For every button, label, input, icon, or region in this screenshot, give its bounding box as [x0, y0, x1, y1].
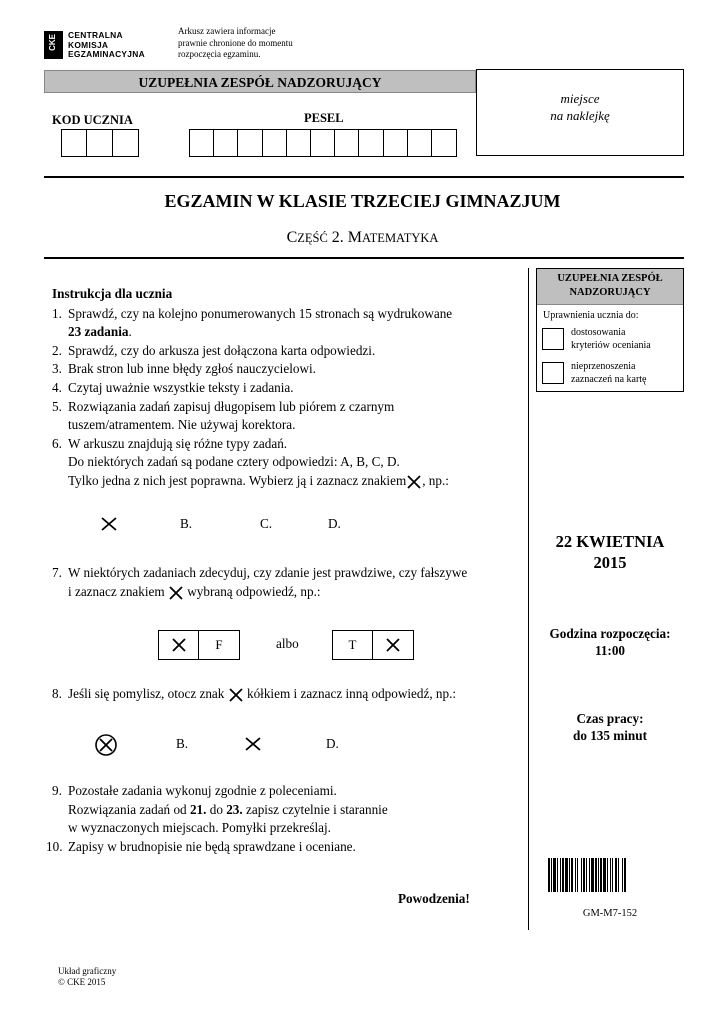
barcode-bar — [548, 858, 550, 892]
pesel-cell[interactable] — [359, 130, 383, 156]
barcode-bar — [577, 858, 578, 892]
false-cell-marked — [373, 631, 413, 659]
instructions-heading: Instrukcja dla ucznia — [52, 286, 173, 301]
pesel-cell[interactable] — [238, 130, 262, 156]
date-line-2: 2015 — [593, 553, 627, 572]
barcode-bar — [607, 858, 608, 892]
pesel-cell[interactable] — [335, 130, 359, 156]
list-item — [46, 838, 522, 857]
item-text-bold: 23. — [226, 801, 243, 817]
footer-line-2: © CKE 2015 — [58, 977, 106, 987]
barcode-bar — [598, 858, 599, 892]
item-text: w wyznaczonych miejscach. Pomyłki przekreślaj. — [68, 820, 331, 836]
item-text: Rozwiązania zadań od — [68, 801, 190, 817]
barcode-bar — [610, 858, 611, 892]
item-text: Rozwiązania zadań zapisuj długopisem lub piórem z czarnym — [68, 398, 395, 414]
barcode-bar — [581, 858, 582, 892]
list-item — [52, 360, 522, 379]
footer-line-1: Układ graficzny — [58, 966, 117, 976]
item-text: zapisz czytelnie i starannie — [242, 801, 388, 817]
true-false-example-1 — [158, 630, 240, 660]
exam-title: EGZAMIN W KLASIE TRZECIEJ GIMNAZJUM — [164, 191, 561, 211]
pesel-label: PESEL — [304, 111, 344, 125]
item-text: Tylko jedna z nich jest poprawna. Wybierz ją i zaznacz znakiem — [68, 472, 407, 488]
list-item — [52, 379, 522, 398]
item-text: tuszem/atramentem. Nie używaj korektora. — [68, 417, 296, 433]
option-d: D. — [326, 736, 339, 751]
barcode-bar — [612, 858, 613, 892]
option-c: C. — [260, 516, 273, 531]
item-text-bold: 23 zadania — [68, 324, 129, 340]
supervisor-side-box — [536, 268, 684, 392]
item-text: W arkuszu znajdują się różne typy zadań. — [68, 435, 288, 451]
pesel-cell[interactable] — [311, 130, 335, 156]
kod-ucznia-label: KOD UCZNIA — [52, 113, 133, 127]
logo-cke-text: CKE — [48, 34, 57, 51]
barcode-bar — [586, 858, 587, 892]
item-text: kółkiem i zaznacz inną odpowiedź, np.: — [246, 686, 457, 701]
barcode-bar — [565, 858, 568, 892]
barcode-bar — [553, 858, 556, 892]
list-item — [52, 564, 522, 601]
example-abcd — [100, 516, 450, 536]
list-item — [52, 685, 522, 704]
instructions-8 — [52, 685, 522, 704]
item-number: 6. — [52, 435, 62, 451]
barcode-bar — [615, 858, 617, 892]
kod-ucznia-field[interactable] — [61, 129, 139, 157]
pesel-cell[interactable] — [190, 130, 214, 156]
item-text: W niektórych zadaniach zdecyduj, czy zdanie jest prawdziwe, czy fałszywe — [68, 565, 468, 580]
barcode-bar — [557, 858, 558, 892]
item-text: Zapisy w brudnopisie nie będą sprawdzane i oceniane. — [68, 838, 356, 854]
item-text: wybraną odpowiedź, np.: — [187, 583, 321, 599]
barcode-bar — [562, 858, 564, 892]
kod-cell[interactable] — [62, 130, 87, 156]
barcode-bar — [603, 858, 606, 892]
item-text: Brak stron lub inne błędy zgłoś nauczycielowi. — [68, 361, 316, 377]
pesel-cell[interactable] — [287, 130, 311, 156]
duration-value: do 135 minut — [572, 728, 647, 743]
option-nieprzenoszenia — [571, 360, 647, 386]
x-mark-icon — [228, 687, 244, 703]
sticker-line-2: na naklejkę — [550, 108, 610, 123]
item-number: 3. — [52, 361, 62, 377]
barcode-bar — [624, 858, 626, 892]
opt1-line-1: dostosowania — [571, 327, 626, 338]
item-number: 1. — [52, 305, 62, 321]
exam-subtitle: CZĘŚĆ 2. MATEMATYKA — [286, 229, 439, 246]
item-number: 10. — [46, 838, 63, 854]
barcode — [548, 858, 668, 892]
duration — [536, 710, 684, 744]
x-mark-icon — [168, 585, 184, 601]
list-item — [52, 342, 522, 361]
false-cell: F — [215, 637, 223, 652]
exam-code: GM-M7-152 — [582, 908, 638, 919]
kod-cell[interactable] — [87, 130, 112, 156]
item-text: Pozostałe zadania wykonuj zgodnie z poleceniami. — [68, 783, 337, 798]
true-cell: T — [333, 631, 373, 659]
exam-date — [536, 531, 684, 573]
list-item — [52, 305, 522, 342]
item-text: . — [128, 324, 132, 340]
item-text: Czytaj uważnie wszystkie teksty i zadania. — [68, 379, 294, 395]
pesel-cell[interactable] — [214, 130, 238, 156]
item-number: 8. — [52, 686, 62, 701]
footer — [58, 966, 116, 988]
opt1-line-2: kryteriów oceniania — [571, 340, 651, 351]
uprawnienia-label: Uprawnienia ucznia do: — [543, 310, 639, 321]
list-item — [52, 435, 522, 491]
barcode-bar — [560, 858, 561, 892]
instructions-7 — [52, 564, 522, 601]
albo-text: albo — [276, 636, 299, 651]
cke-logo — [44, 31, 63, 59]
barcode-bar — [618, 858, 619, 892]
notice-line-3: rozpoczęcia egzaminu. — [178, 49, 261, 60]
date-line-1: 22 KWIETNIA — [555, 532, 665, 551]
instructions-9-10 — [46, 782, 522, 856]
good-luck: Powodzenia! — [398, 891, 470, 906]
example-correction — [94, 733, 394, 757]
item-text: Do niektórych zadań są podane cztery odpowiedzi: A, B, C, D. — [68, 454, 400, 470]
logo-line-1: CENTRALNA — [68, 30, 123, 40]
barcode-bar — [622, 858, 623, 892]
list-item — [52, 782, 522, 838]
item-text: i zaznacz znakiem — [68, 583, 165, 599]
kod-cell[interactable] — [113, 130, 138, 156]
item-text: Sprawdź, czy na kolejno ponumerowanych 15 stronach są wydrukowane — [68, 305, 453, 321]
x-mark-icon — [385, 637, 401, 653]
barcode-bar — [575, 858, 576, 892]
x-mark-icon — [406, 474, 422, 490]
barcode-bar — [591, 858, 594, 892]
list-item — [52, 398, 522, 435]
pesel-cell[interactable] — [432, 130, 456, 156]
logo-text — [68, 31, 145, 60]
pesel-cell[interactable] — [384, 130, 408, 156]
barcode-bar — [551, 858, 552, 892]
option-dostosowania — [571, 326, 651, 352]
option-b: B. — [180, 516, 193, 531]
barcode-bar — [589, 858, 590, 892]
barcode-bar — [583, 858, 585, 892]
checkbox-dostosowania[interactable] — [542, 328, 564, 350]
duration-label: Czas pracy: — [576, 711, 644, 726]
circled-x-icon — [94, 733, 118, 757]
true-cell-marked — [159, 631, 199, 659]
item-number: 9. — [52, 783, 62, 798]
item-number: 4. — [52, 379, 62, 395]
x-mark-icon — [100, 516, 118, 532]
sticker-area — [476, 69, 684, 156]
sticker-line-1: miejsce — [560, 91, 600, 106]
item-text: , np.: — [422, 472, 449, 488]
divider-mid — [44, 257, 684, 259]
start-time — [536, 625, 684, 659]
barcode-bar — [595, 858, 597, 892]
barcode-bar — [569, 858, 570, 892]
logo-line-3: EGZAMINACYJNA — [68, 49, 145, 60]
opt2-line-1: nieprzenoszenia — [571, 361, 636, 372]
logo-line-2: KOMISJA — [68, 39, 109, 50]
instructions — [52, 285, 522, 491]
item-text-bold: 21. — [189, 801, 207, 817]
pesel-cell[interactable] — [408, 130, 432, 156]
option-b: B. — [176, 736, 189, 751]
x-mark-icon — [244, 736, 262, 752]
barcode-bar — [571, 858, 573, 892]
barcode-bar — [600, 858, 602, 892]
notice-line-2: prawnie chronione do momentu — [178, 37, 293, 48]
item-text: Sprawdź, czy do arkusza jest dołączona karta odpowiedzi. — [68, 342, 376, 358]
option-d: D. — [328, 516, 341, 531]
start-label: Godzina rozpoczęcia: — [549, 626, 671, 641]
side-header-line-1: UZUPEŁNIA ZESPÓŁ — [557, 273, 663, 284]
supervisor-header-bar: UZUPEŁNIA ZESPÓŁ NADZORUJĄCY — [44, 70, 476, 93]
checkbox-nieprzenoszenia[interactable] — [542, 362, 564, 384]
divider-top — [44, 176, 684, 178]
true-false-example-2 — [332, 630, 414, 660]
notice-line-1: Arkusz zawiera informacje — [178, 26, 276, 36]
item-number: 7. — [52, 565, 62, 580]
confidential-notice — [178, 26, 293, 61]
item-number: 2. — [52, 342, 62, 358]
pesel-field[interactable] — [189, 129, 457, 157]
side-header-line-2: NADZORUJĄCY — [569, 287, 651, 298]
column-divider — [528, 268, 529, 930]
item-text: do — [206, 801, 227, 817]
x-mark-icon — [171, 637, 187, 653]
pesel-cell[interactable] — [263, 130, 287, 156]
start-value: 11:00 — [594, 643, 626, 658]
side-box-header — [537, 269, 683, 305]
item-number: 5. — [52, 398, 62, 414]
opt2-line-2: zaznaczeń na kartę — [571, 374, 647, 385]
item-text: Jeśli się pomylisz, otocz znak — [68, 686, 225, 701]
